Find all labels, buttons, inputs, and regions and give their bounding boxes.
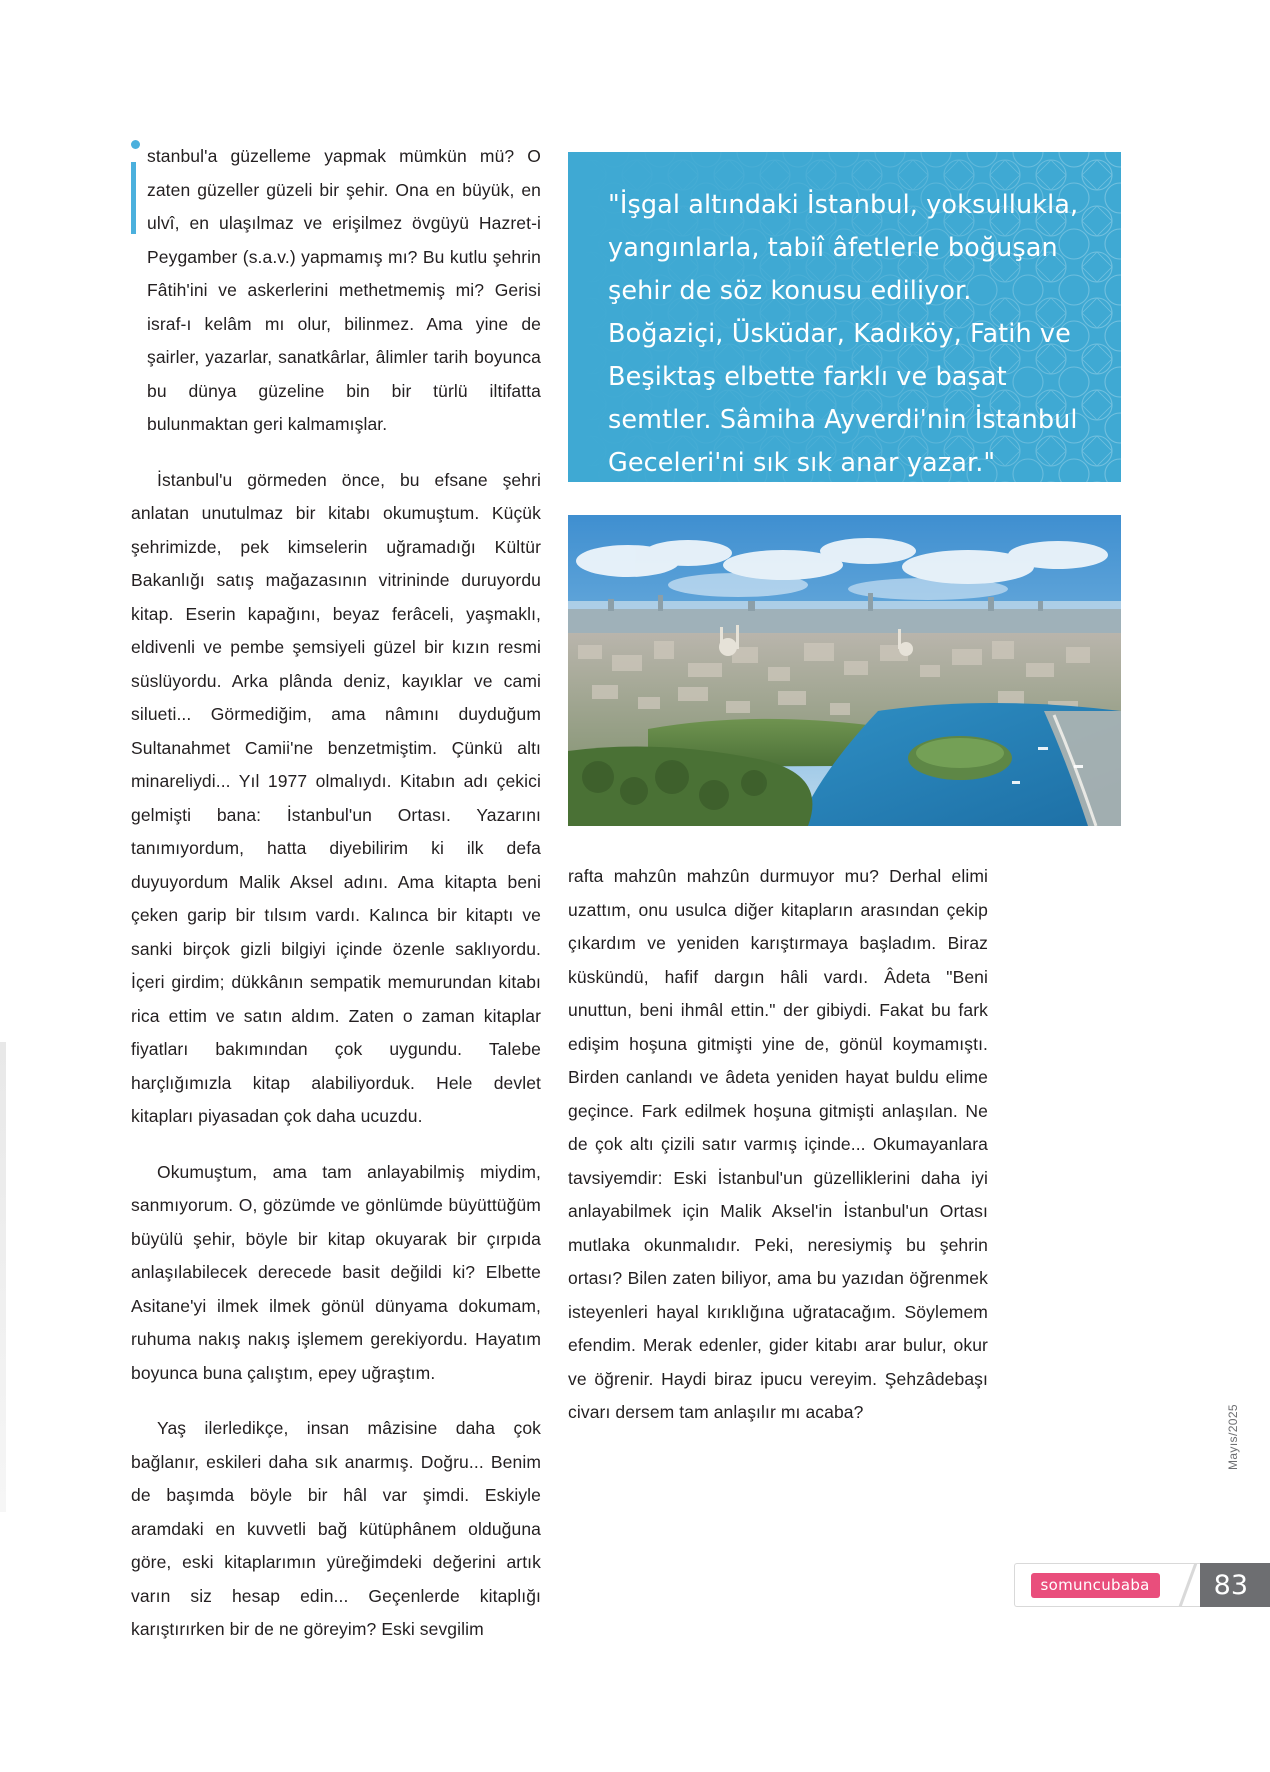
paragraph-5: rafta mahzûn mahzûn durmuyor mu? Derhal elimi uzattım, onu usulca diğer kitapların arasından çekip çıkardım ve yeniden karıştırmaya başladım. Biraz küskündü, hafif dargın hâli vardı. Âdeta "Beni unuttun, beni ihmâl ettin." der gibiydi. Fakat bu fark edişim hoşuna gitmişti yine de, gönül koymamıştı. Birden canlandı ve âdeta yeniden hayat buldu elime geçince. Fark edilmek hoşuna gitmişti anlaşılan. Ne de çok altı çizili satır varmış içinde... Okumayanlara tavsiyemdir: Eski İstanbul'un güzelliklerini daha iyi anlayabilmek için Malik Aksel'in İstanbul'un Ortası mutlaka okunmalıdır. Peki, neresiymiş bu şehrin ortası? Bilen zaten biliyor, ama bu yazıdan öğrenmek isteyenleri hayal kırıklığına uğratacağım. Söylemem efendim. Merak edenler, gider kitabı arar bulur, okur ve öğrenir. Haydi biraz ipucu vereyim. Şehzâdebaşı civarı dersem tam anlaşılır mı acaba? xyxy=(568,866,988,1422)
paragraph-2: İstanbul'u görmeden önce, bu efsane şehri anlatan unutulmaz bir kitabı okumuştum. Küçük şehrimizde, pek kimselerin uğramadığı Kültür Bakanlığı satış mağazasının vitrininde duruyordu kitap. Eserin kapağını, beyaz ferâceli, yaşmaklı, eldivenli ve pembe şemsiyeli güzel bir kızın resmi süslüyordu. Arka plânda deniz, kayıklar ve cami silueti... Görmediğim, ama nâmını duyduğum Sultanahmet Camii'ne benzetmiştim. Çünkü altı minareliydi... Yıl 1977 olmalıydı. Kitabın adı çekici gelmişti bana: İstanbul'un Ortası. Yazarını tanımıyordum, hatta diyebilirim ki ilk defa duyuyordum Malik Aksel adını. Ama kitapta beni çeken garip bir tılsım vardı. Kalınca bir kitaptı ve sanki birçok gizli bilgiyi içinde özenle saklıyordu. İçeri girdim; dükkânın sempatik memurundan kitabı rica ettim ve satın aldım. Zaten o zaman kitaplar fiyatları bakımından çok uygundu. Talebe harçlığımızla kitap alabiliyorduk. Hele devlet kitapları piyasadan çok daha ucuzdu. xyxy=(131,469,541,1126)
page-number: 83 xyxy=(1200,1563,1270,1607)
pull-quote-text: "İşgal altındaki İstanbul, yoksullukla, yangınlarla, tabiî âfetlerle boğuşan şehir de söz konusu ediliyor. Boğaziçi, Üsküdar, Kadıköy, Fatih ve Beşiktaş elbette farklı ve başat semtler. Sâmiha Ayverdi'nin İstanbul Geceleri'ni sık sık anar yazar." xyxy=(608,190,1079,478)
right-text-column xyxy=(568,860,988,1430)
magazine-logo xyxy=(1014,1563,1174,1607)
pull-quote-box xyxy=(568,152,1121,482)
istanbul-aerial-photo xyxy=(568,515,1121,826)
drop-cap-bar xyxy=(131,162,136,234)
magazine-logo-text: somuncubaba xyxy=(1031,1573,1160,1598)
decorative-dot xyxy=(131,140,140,149)
left-text-column xyxy=(131,140,541,1647)
tab-slash-divider xyxy=(1174,1563,1200,1607)
paragraph-3: Okumuştum, ama tam anlayabilmiş miydim, sanmıyorum. O, gözümde ve gönlümde büyüttüğüm büyülü şehir, böyle bir kitap okuyarak bir çırpıda anlaşılabilecek derecede basit değildi ki? Elbette Asitane'yi ilmek ilmek gönül dünyama dokumam, ruhuma nakış nakış işlemem gerekiyordu. Hayatım boyunca buna çalıştım, epey uğraştım. xyxy=(131,1161,541,1383)
page-edge-artifact xyxy=(0,1042,6,1512)
paragraph-4: Yaş ilerledikçe, insan mâzisine daha çok bağlanır, eskileri daha sık anarmış. Doğru... Benim de başımda böyle bir hâl var şimdi. Eskiyle aramdaki en kuvvetli bağ kütüphânem olduğuna göre, eski kitaplarımın yüreğimdeki değerini artık varın siz hesap edin... Geçenlerde kitaplığı karıştırırken bir de ne göreyim? Eski sevgilim xyxy=(131,1418,541,1639)
footer-page-tab xyxy=(1014,1563,1270,1607)
right-column-top xyxy=(568,152,1079,482)
paragraph-1: stanbul'a güzelleme yapmak mümkün mü? O zaten güzeller güzeli bir şehir. Ona en büyük, en ulvî, en ulaşılmaz ve erişilmez övgüyü Hazret-i Peygamber (s.a.v.) yapmamış mı? Bu kutlu şehrin Fâtih'ini ve askerlerini methetmemiş mi? Gerisi israf-ı kelâm mı olur, bilinmez. Ama yine de şairler, yazarlar, sanatkârlar, âlimler tarih boyunca bu dünya güzeline bin bir türlü iltifatta bulunmaktan geri kalmamışlar. xyxy=(147,146,541,434)
photo-illustration xyxy=(568,515,1121,826)
issue-date-vertical: Mayıs/2025 xyxy=(1226,1404,1240,1471)
